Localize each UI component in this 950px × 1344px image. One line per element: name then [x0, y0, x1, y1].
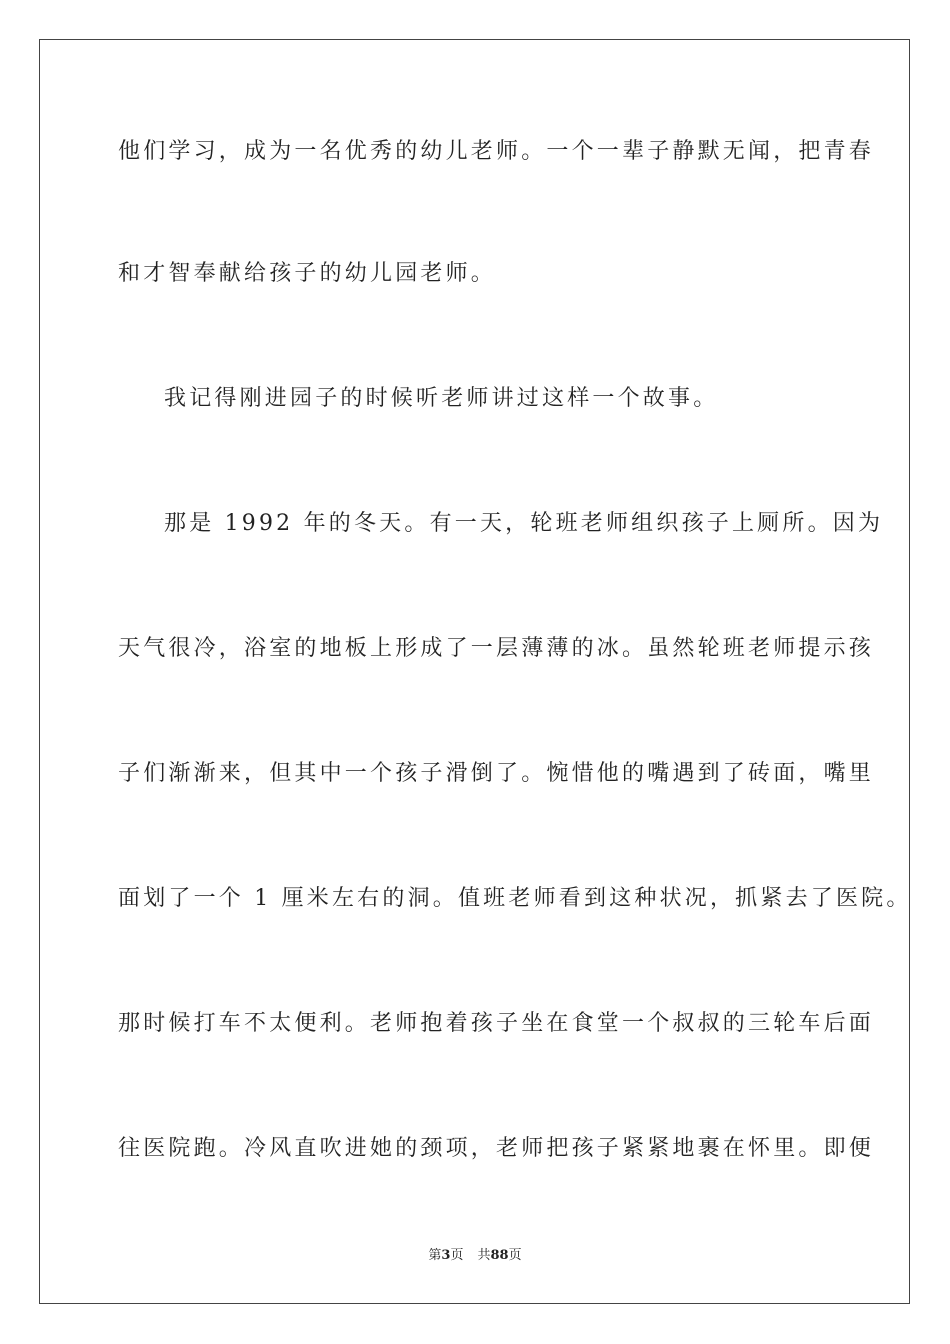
- footer-total-pages: 88: [490, 1248, 509, 1263]
- paragraph-line: 天气很冷，浴室的地板上形成了一层薄薄的冰。虽然轮班老师提示孩: [118, 636, 875, 661]
- paragraph-line: 和才智奉献给孩子的幼儿园老师。: [118, 261, 497, 286]
- paragraph-line: 子们渐渐来，但其中一个孩子滑倒了。惋惜他的嘴遇到了砖面，嘴里: [118, 761, 875, 786]
- page-footer: [0, 1247, 950, 1265]
- footer-page-number: 3: [441, 1248, 451, 1263]
- paragraph-line: 那是 1992 年的冬天。有一天，轮班老师组织孩子上厕所。因为: [164, 511, 884, 536]
- paragraph-line: 面划了一个 1 厘米左右的洞。值班老师看到这种状况，抓紧去了医院。: [118, 886, 912, 911]
- paragraph-line: 他们学习，成为一名优秀的幼儿老师。一个一辈子静默无闻，把青春: [118, 139, 875, 164]
- paragraph-line: 往医院跑。冷风直吹进她的颈项，老师把孩子紧紧地裹在怀里。即便: [118, 1136, 875, 1161]
- paragraph-line: 那时候打车不太便利。老师抱着孩子坐在食堂一个叔叔的三轮车后面: [118, 1011, 875, 1036]
- page-border: [39, 39, 910, 1304]
- footer-total-suffix: 页: [508, 1248, 522, 1263]
- paragraph-line: 我记得刚进园子的时候听老师讲过这样一个故事。: [164, 386, 719, 411]
- footer-page-prefix: 第: [428, 1248, 442, 1263]
- footer-page-suffix: 页: [450, 1248, 464, 1263]
- footer-total-prefix: 共: [477, 1248, 491, 1263]
